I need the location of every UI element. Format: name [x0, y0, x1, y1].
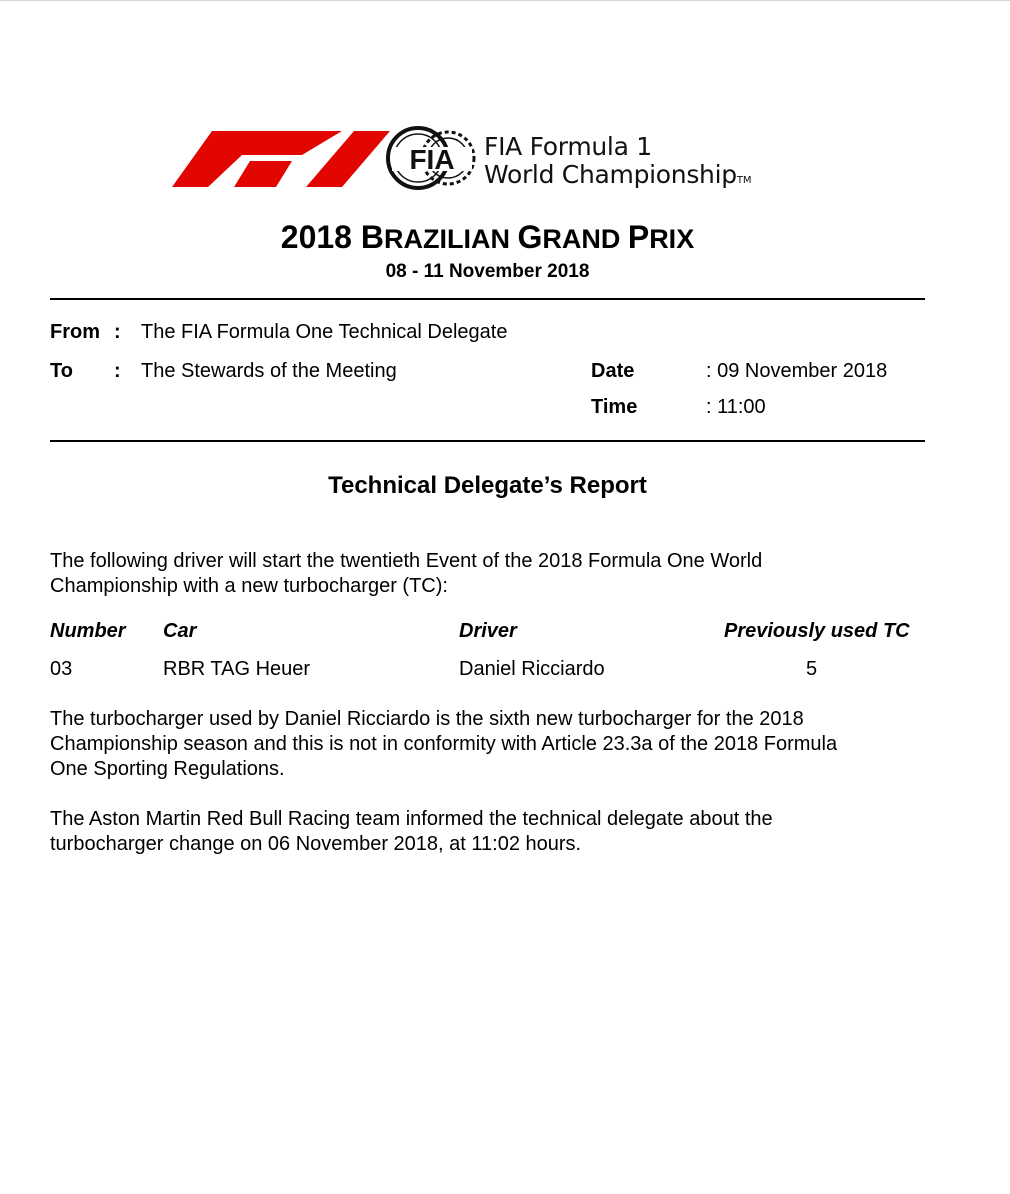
event-title-razilian: RAZILIAN — [383, 224, 518, 254]
conformity-paragraph — [50, 707, 930, 782]
intro-line-2: Championship with a new turbocharger (TC): — [50, 575, 448, 597]
divider-bottom — [50, 440, 925, 442]
trademark: TM — [736, 175, 752, 186]
from-separator: : — [114, 321, 121, 343]
to-separator: : — [114, 360, 121, 382]
conformity-line-2: Championship season and this is not in conformity with Article 23.3a of the 2018 Formula — [50, 733, 838, 755]
event-title-p: P — [627, 219, 650, 255]
to-label: To — [50, 360, 73, 382]
team-notice-line-2: turbocharger change on 06 November 2018, at 11:02 hours. — [50, 833, 582, 855]
brand-line-2-text: World Championship — [484, 160, 737, 189]
event-title-rand: RAND — [542, 224, 628, 254]
header-logo — [172, 125, 812, 195]
fia-seal-text: FIA — [409, 144, 455, 175]
conformity-line-1: The turbocharger used by Daniel Ricciardo is the sixth new turbocharger for the 2018 — [50, 708, 804, 730]
table-header-previously-used-tc: Previously used TC — [724, 620, 910, 642]
event-title-g: G — [517, 219, 543, 255]
event-dates: 08 - 11 November 2018 — [385, 261, 590, 282]
table-header-car: Car — [163, 620, 197, 642]
event-title-b: B — [360, 219, 384, 255]
event-year: 2018 — [280, 219, 352, 255]
from-label: From — [50, 321, 100, 343]
brand-line-1: FIA Formula 1 — [484, 132, 652, 161]
fia-seal-icon — [386, 125, 478, 191]
date-value: : 09 November 2018 — [706, 360, 888, 382]
page-top-border — [0, 0, 1010, 1]
brand-line-2 — [484, 161, 752, 195]
date-label: Date — [591, 360, 635, 382]
conformity-line-3: One Sporting Regulations. — [50, 758, 285, 780]
time-label: Time — [591, 396, 638, 418]
divider-top — [50, 298, 925, 300]
table-cell-previously-used-tc: 5 — [806, 658, 818, 680]
brand-text — [484, 133, 752, 195]
intro-line-1: The following driver will start the twentieth Event of the 2018 Formula One World — [50, 550, 763, 572]
table-cell-number: 03 — [50, 658, 73, 680]
from-value: The FIA Formula One Technical Delegate — [141, 321, 508, 343]
table-header-driver: Driver — [459, 620, 517, 642]
report-title: Technical Delegate’s Report — [328, 472, 647, 499]
intro-paragraph — [50, 549, 930, 599]
table-cell-driver: Daniel Ricciardo — [459, 658, 605, 680]
table-cell-car: RBR TAG Heuer — [163, 658, 311, 680]
event-title — [50, 217, 925, 259]
table-header-number: Number — [50, 620, 126, 642]
f1-logo-icon — [172, 131, 392, 187]
time-value: : 11:00 — [706, 396, 766, 418]
to-value: The Stewards of the Meeting — [141, 360, 397, 382]
team-notice-line-1: The Aston Martin Red Bull Racing team informed the technical delegate about the — [50, 808, 773, 830]
team-notice-paragraph — [50, 807, 930, 857]
event-title-rix: RIX — [649, 224, 695, 254]
